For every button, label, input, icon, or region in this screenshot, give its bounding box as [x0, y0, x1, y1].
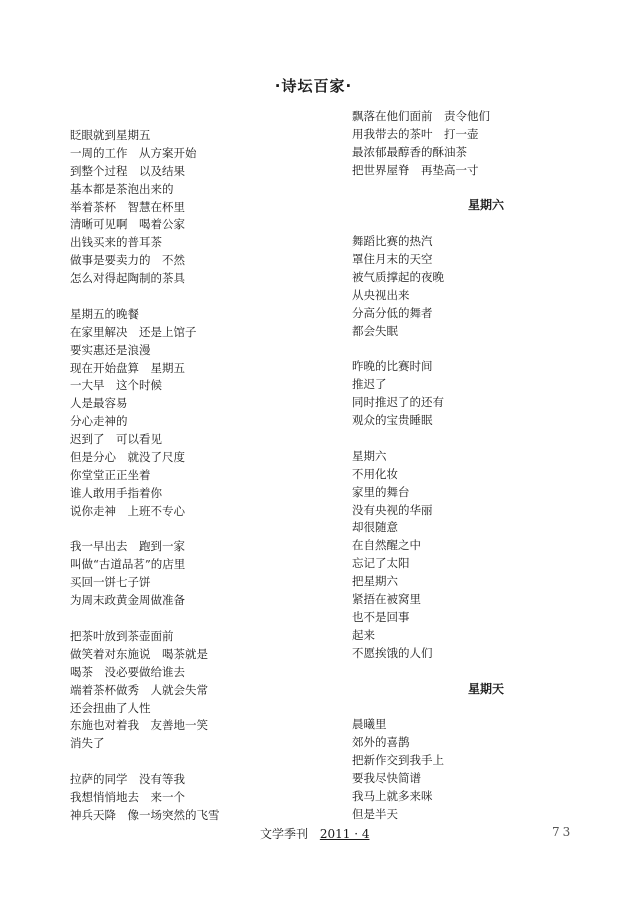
- poem-line: 也不是回事: [352, 609, 410, 624]
- poem-line: 最浓郁最醇香的酥油茶: [352, 144, 467, 159]
- poem-line: 忘记了太阳: [352, 556, 410, 571]
- page-footer: [0, 825, 627, 845]
- poem-line: 怎么对得起陶制的茶具: [70, 271, 185, 286]
- poem-line: 一大早 这个时候: [70, 378, 162, 393]
- poem-line: 分心走神的: [70, 414, 128, 429]
- poem-line: 一周的工作 从方案开始: [70, 145, 197, 160]
- stanza-break: [70, 753, 320, 771]
- poem-line: 买回一饼七子饼: [70, 575, 151, 590]
- poem-line: 我想悄悄地去 来一个: [70, 789, 185, 804]
- poem-line: 郊外的喜鹊: [352, 735, 410, 750]
- page-number: 73: [552, 825, 574, 839]
- poem-line: 举着茶杯 智慧在杯里: [70, 199, 185, 214]
- stanza-break: [70, 288, 320, 306]
- stanza-break: [70, 521, 320, 539]
- poem-line: 罩住月末的天空: [352, 252, 433, 267]
- poem-line: 做笑着对东施说 喝茶就是: [70, 646, 208, 661]
- poem-line: 推迟了: [352, 377, 387, 392]
- poem-line: 家里的舞台: [352, 484, 410, 499]
- section-title-sunday: 星期天: [467, 681, 504, 696]
- poem-line: 眨眼就到星期五: [70, 128, 151, 142]
- stanza-break: [70, 610, 320, 628]
- poem-line: 要实惠还是浪漫: [70, 342, 151, 357]
- stanza-break: [352, 698, 592, 716]
- poem-line: 迟到了 可以看见: [70, 432, 162, 447]
- poem-line: 用我带去的茶叶 打一壶: [352, 126, 479, 141]
- poem-line: 晨曦里: [352, 717, 387, 732]
- poem-line: 喝茶 没必要做给谁去: [70, 664, 185, 679]
- poem-line: 基本都是茶泡出来的: [70, 181, 174, 196]
- poem-line: 东施也对着我 友善地一笑: [70, 718, 208, 733]
- stanza-break: [352, 341, 592, 359]
- journal-name: 文学季刊: [260, 827, 309, 841]
- poem-line: 不用化妆: [352, 466, 398, 481]
- poem-line: 在自然醒之中: [352, 538, 421, 553]
- poem-line: 在家里解决 还是上馆子: [70, 324, 197, 339]
- stanza-saturday-home: [352, 448, 592, 663]
- poem-line: 却很随意: [352, 520, 398, 535]
- column-header: ·诗坛百家·: [274, 77, 353, 95]
- poem-line: 说你走神 上班不专心: [70, 503, 185, 518]
- poem-line: 我马上就多来咪: [352, 788, 433, 803]
- stanza-break: [352, 663, 592, 681]
- poem-line: 星期五的晚餐: [70, 306, 139, 321]
- poem-line: 分高分低的舞者: [352, 305, 433, 320]
- poem-line: 舞蹈比赛的热汽: [352, 234, 433, 249]
- poem-line: 把新作交到我手上: [352, 753, 444, 768]
- poem-line: 出钱买来的普耳茶: [70, 235, 162, 250]
- poem-line: 把星期六: [352, 574, 398, 589]
- poem-line: 到整个过程 以及结果: [70, 163, 185, 178]
- poem-line: 被气质撑起的夜晚: [352, 270, 444, 285]
- poem-line: 飘落在他们面前 责令他们: [352, 109, 490, 123]
- poem-line: 为周末政黄金周做准备: [70, 593, 185, 608]
- stanza-break: [352, 430, 592, 448]
- poem-line: 还会扭曲了人性: [70, 700, 151, 715]
- poem-line: 拉萨的同学 没有等我: [70, 772, 185, 787]
- poem-line: 叫做“古道品茗”的店里: [70, 557, 186, 572]
- poem-line: 端着茶杯做秀 人就会失常: [70, 682, 208, 697]
- stanza-magpie: [352, 716, 592, 823]
- poem-line: 你堂堂正正坐着: [70, 467, 151, 482]
- poem-line: 神兵天降 像一场突然的飞雪: [70, 807, 220, 822]
- stanza-break: [352, 215, 592, 233]
- poem-line: 没有央视的华丽: [352, 502, 433, 517]
- stanza-tea-shop: [70, 538, 320, 610]
- poem-line: 不愿挨饿的人们: [352, 645, 433, 660]
- stanza-butter-tea: [352, 108, 592, 180]
- poem-line: 消失了: [70, 736, 105, 751]
- stanza-weekday-tea: [70, 127, 320, 288]
- poem-line: 同时推迟了的还有: [352, 395, 444, 410]
- left-column: [70, 127, 320, 825]
- poem-line: 都会失眠: [352, 323, 398, 338]
- poem-line: 现在开始盘算 星期五: [70, 360, 185, 375]
- poem-line: 但是分心 就没了尺度: [70, 450, 185, 465]
- poem-line: 但是半天: [352, 806, 398, 821]
- stanza-dance-contest: [352, 233, 592, 340]
- poem-line: 把世界屋脊 再垫高一寸: [352, 162, 479, 177]
- poem-line: 要我尽快简谱: [352, 770, 421, 785]
- poem-line: 清晰可见啊 喝着公家: [70, 217, 185, 232]
- section-title-saturday: 星期六: [467, 198, 504, 213]
- journal-info: [260, 825, 369, 842]
- poem-line: 星期六: [352, 448, 387, 463]
- poem-line: 把茶叶放到茶壶面前: [70, 628, 174, 643]
- poem-line: 昨晚的比赛时间: [352, 359, 433, 374]
- stanza-friday-dinner: [70, 306, 320, 521]
- right-column: [352, 108, 592, 824]
- stanza-dongshi: [70, 628, 320, 753]
- poem-line: 从央视出来: [352, 287, 410, 302]
- poem-line: 紧捂在被窝里: [352, 592, 421, 607]
- poem-line: 做事是要卖力的 不然: [70, 253, 185, 268]
- poem-line: 观众的宝贵睡眠: [352, 413, 433, 428]
- stanza-contest-delay: [352, 358, 592, 430]
- poem-line: 谁人敢用手指着你: [70, 485, 162, 500]
- poem-line: 我一早出去 跑到一家: [70, 539, 185, 554]
- poem-line: 人是最容易: [70, 396, 128, 411]
- stanza-break: [352, 180, 592, 198]
- poem-line: 起来: [352, 627, 375, 642]
- stanza-lhasa: [70, 771, 320, 825]
- issue-number: 2011 · 4: [319, 827, 370, 841]
